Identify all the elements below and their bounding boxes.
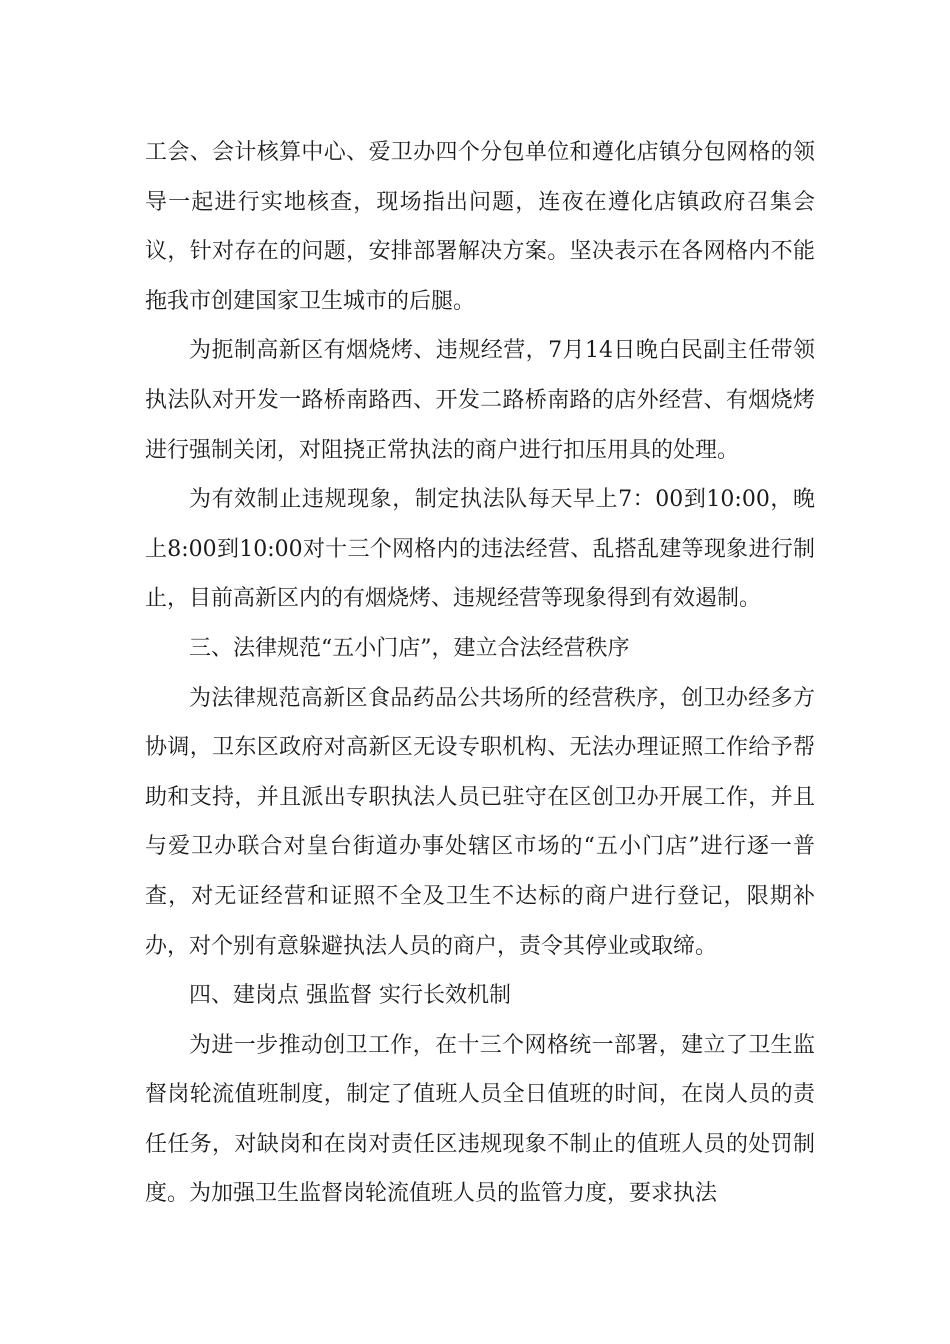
document-body (145, 128, 815, 1219)
paragraph-supervision-posts: 为进一步推动创卫工作，在十三个网格统一部署，建立了卫生监督岗轮流值班制度，制定了值班人员全日值班的时间，在岗人员的责任任务，对缺岗和在岗对责任区违规现象不制止的值班人员的处罚制度。为加强卫生监督岗轮流值班人员的监管力度，要求执法 (145, 1032, 815, 1207)
paragraph-smoke-bbq: 为扼制高新区有烟烧烤、违规经营，7月14日晚白民副主任带领执法队对开发一路桥南路西、开发二路桥南路的店外经营、有烟烧烤进行强制关闭，对阻挠正常执法的商户进行扣压用具的处理。 (145, 338, 815, 463)
section-heading-three: 三、法律规范“五小门店”，建立合法经营秩序 (189, 635, 630, 661)
section-heading-four: 四、建岗点 强监督 实行长效机制 (189, 983, 511, 1009)
paragraph-enforcement-schedule: 为有效制止违规现象，制定执法队每天早上7：00到10:00，晚上8:00到10:00对十三个网格内的违法经营、乱搭乱建等现象进行制止，目前高新区内的有烟烧烤、违规经营等现象得到有效遏制。 (145, 487, 815, 612)
paragraph-continuation: 工会、会计核算中心、爱卫办四个分包单位和遵化店镇分包网格的领导一起进行实地核查，现场指出问题，连夜在遵化店镇政府召集会议，针对存在的问题，安排部署解决方案。坚决表示在各网格内不能拖我市创建国家卫生城市的后腿。 (145, 140, 815, 314)
paragraph-five-small-stores: 为法律规范高新区食品药品公共场所的经营秩序，创卫办经多方协调，卫东区政府对高新区无设专职机构、无法办理证照工作给予帮助和支持，并且派出专职执法人员已驻守在区创卫办开展工作，并且与爱卫办联合对皇台街道办事处辖区市场的“五小门店”进行逐一普查，对无证经营和证照不全及卫生不达标的商户进行登记，限期补办，对个别有意躲避执法人员的商户，责令其停业或取缔。 (145, 685, 815, 959)
